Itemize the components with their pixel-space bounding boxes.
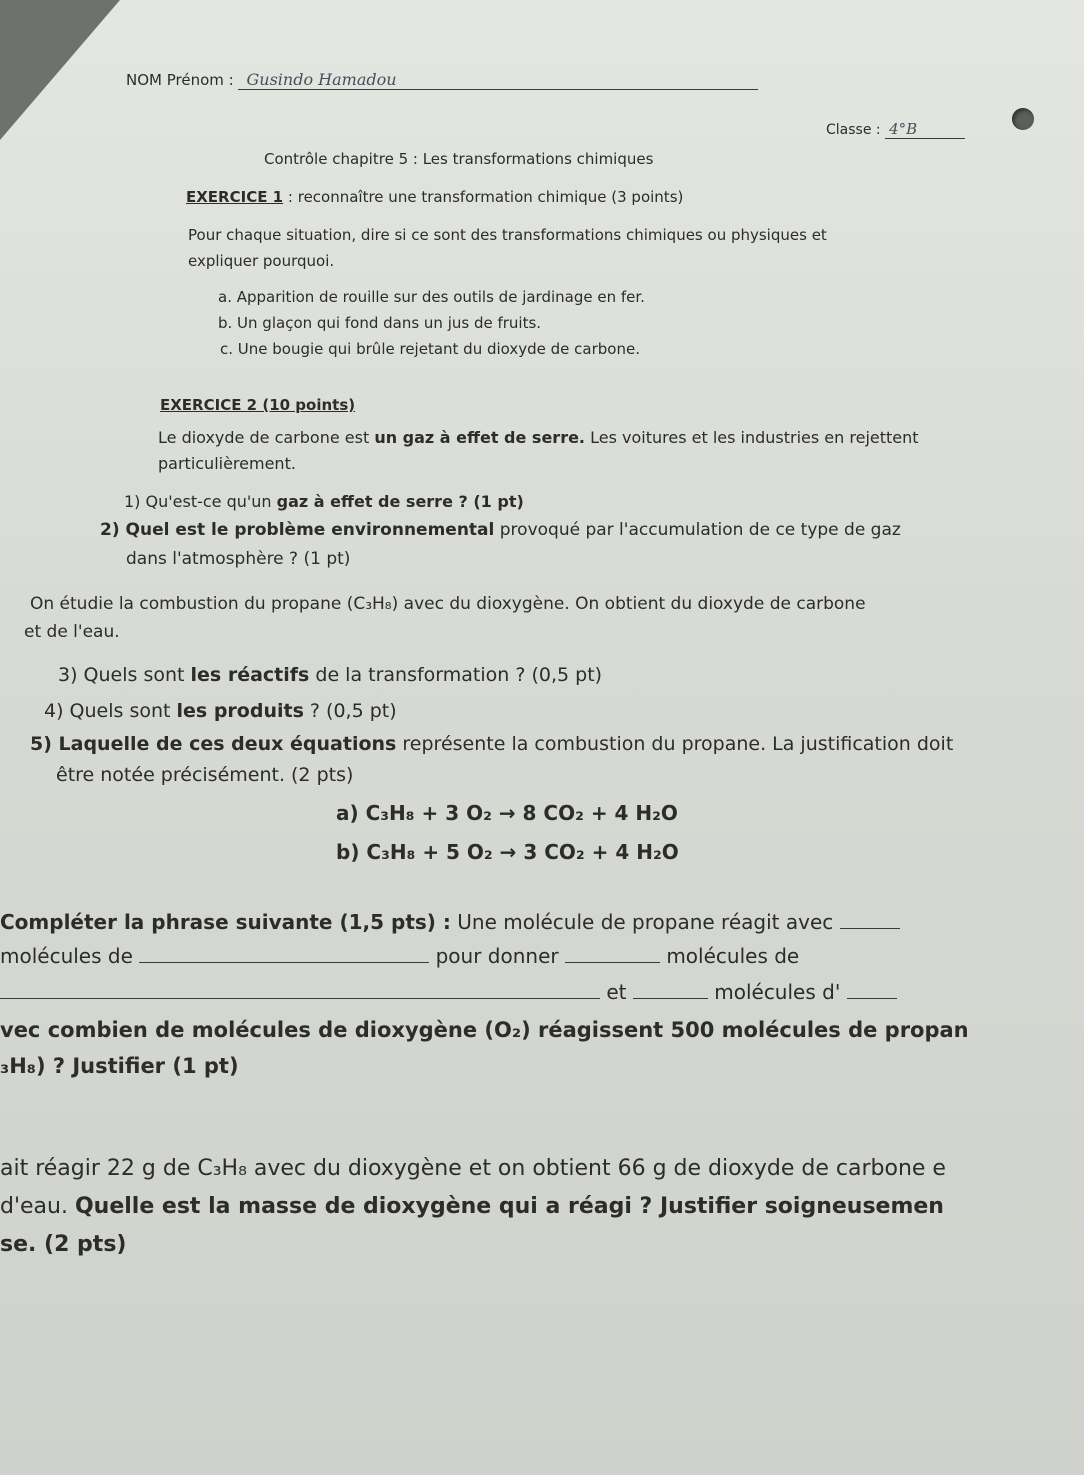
- ex1-heading-rest: : reconnaître une transformation chimique (3 points): [287, 188, 684, 206]
- q4-c: ? (0,5 pt): [303, 700, 397, 722]
- punch-hole: [1012, 108, 1034, 130]
- complete-line-1: [0, 910, 900, 934]
- class-blank[interactable]: [885, 120, 965, 139]
- ex2-intro-b: un gaz à effet de serre.: [374, 428, 586, 447]
- q3-c: de la transformation ? (0,5 pt): [309, 664, 603, 686]
- ex2-intro-1: [158, 428, 919, 447]
- q8-c: Quelle est la masse de dioxygène qui a réagi ? Justifier soigneusemen: [74, 1194, 944, 1219]
- complete-blank-3[interactable]: [565, 962, 660, 963]
- q2-a: 2) Quel est le problème environnemental: [100, 520, 495, 540]
- q5-b: représente la combustion du propane. La justification doit: [396, 733, 954, 755]
- question-5: [30, 733, 953, 755]
- name-blank[interactable]: [238, 70, 758, 90]
- q1-b: gaz à effet de serre ? (1 pt): [276, 492, 524, 511]
- question-7: [0, 1018, 969, 1042]
- question-4: [44, 700, 397, 722]
- question-3: [58, 664, 602, 686]
- complete-line-3: [0, 980, 897, 1004]
- complete-3a: et: [606, 980, 627, 1004]
- ex2-intro-a: Le dioxyde de carbone est: [158, 428, 375, 447]
- complete-blank-1[interactable]: [840, 928, 900, 929]
- ex2-intro-2: particulièrement.: [158, 454, 296, 473]
- class-label: Classe :: [826, 122, 881, 138]
- q3-b: les réactifs: [190, 664, 310, 686]
- question-8-line-1: ait réagir 22 g de C₃H₈ avec du dioxygène et on obtient 66 g de dioxyde de carbone e: [0, 1156, 946, 1181]
- equation-a: a) C₃H₈ + 3 O₂ → 8 CO₂ + 4 H₂O: [336, 801, 678, 825]
- q5-a: 5) Laquelle de ces deux équations: [30, 733, 397, 755]
- question-2: [100, 520, 901, 540]
- background-corner: [0, 0, 120, 140]
- ex1-intro-2: expliquer pourquoi.: [188, 252, 335, 270]
- name-value: Gusindo Hamadou: [246, 70, 397, 89]
- ex1-item-a: a. Apparition de rouille sur des outils de jardinage en fer.: [218, 288, 645, 306]
- question-7-cont: ₃H₈) ? Justifier (1 pt): [0, 1054, 239, 1078]
- ex1-heading-line: [186, 188, 683, 206]
- q3-a: 3) Quels sont: [58, 664, 191, 686]
- class-line: [826, 120, 965, 139]
- q7-a: vec combien de molécules de dioxygène (O₂): [0, 1018, 531, 1042]
- q2-b: provoqué par l'accumulation de ce type de gaz: [494, 520, 901, 540]
- study-line-2: et de l'eau.: [24, 622, 120, 642]
- complete-2c: molécules de: [666, 944, 800, 968]
- question-1: [124, 492, 524, 511]
- complete-blank-2[interactable]: [139, 962, 429, 963]
- ex1-intro-1: Pour chaque situation, dire si ce sont des transformations chimiques ou physiques et: [188, 226, 827, 244]
- question-5-cont: être notée précisément. (2 pts): [56, 764, 354, 786]
- complete-line-2: [0, 944, 799, 968]
- question-2-cont: dans l'atmosphère ? (1 pt): [126, 549, 351, 569]
- q7-b: réagissent 500 molécules de propan: [530, 1018, 969, 1042]
- ex1-item-c: c. Une bougie qui brûle rejetant du dioxyde de carbone.: [220, 340, 640, 358]
- q1-a: 1) Qu'est-ce qu'un: [124, 492, 277, 511]
- equation-b: b) C₃H₈ + 5 O₂ → 3 CO₂ + 4 H₂O: [336, 840, 679, 864]
- complete-3b: molécules d': [714, 980, 841, 1004]
- complete-b: Une molécule de propane réagit avec: [450, 910, 834, 934]
- question-8-line-2: [0, 1194, 944, 1219]
- ex2-heading: EXERCICE 2 (10 points): [160, 396, 356, 414]
- q4-a: 4) Quels sont: [44, 700, 177, 722]
- ex1-item-b: b. Un glaçon qui fond dans un jus de fruits.: [218, 314, 542, 332]
- page-title: Contrôle chapitre 5 : Les transformations chimiques: [264, 150, 654, 168]
- complete-blank-6[interactable]: [847, 998, 897, 999]
- complete-2b: pour donner: [435, 944, 559, 968]
- name-label: NOM Prénom :: [126, 71, 234, 89]
- name-line: [126, 70, 758, 90]
- complete-blank-4[interactable]: [0, 998, 600, 999]
- q4-b: les produits: [176, 700, 304, 722]
- study-line-1: On étudie la combustion du propane (C₃H₈) avec du dioxygène. On obtient du dioxyde de carbone: [30, 594, 866, 614]
- class-value: 4°B: [889, 120, 918, 138]
- complete-blank-5[interactable]: [633, 998, 708, 999]
- complete-2a: molécules de: [0, 944, 133, 968]
- ex2-intro-c: Les voitures et les industries en rejettent: [585, 428, 919, 447]
- ex1-heading: EXERCICE 1: [186, 188, 284, 206]
- complete-a: Compléter la phrase suivante (1,5 pts) :: [0, 910, 451, 934]
- question-8-line-3: se. (2 pts): [0, 1232, 127, 1257]
- q8-b: d'eau.: [0, 1194, 75, 1219]
